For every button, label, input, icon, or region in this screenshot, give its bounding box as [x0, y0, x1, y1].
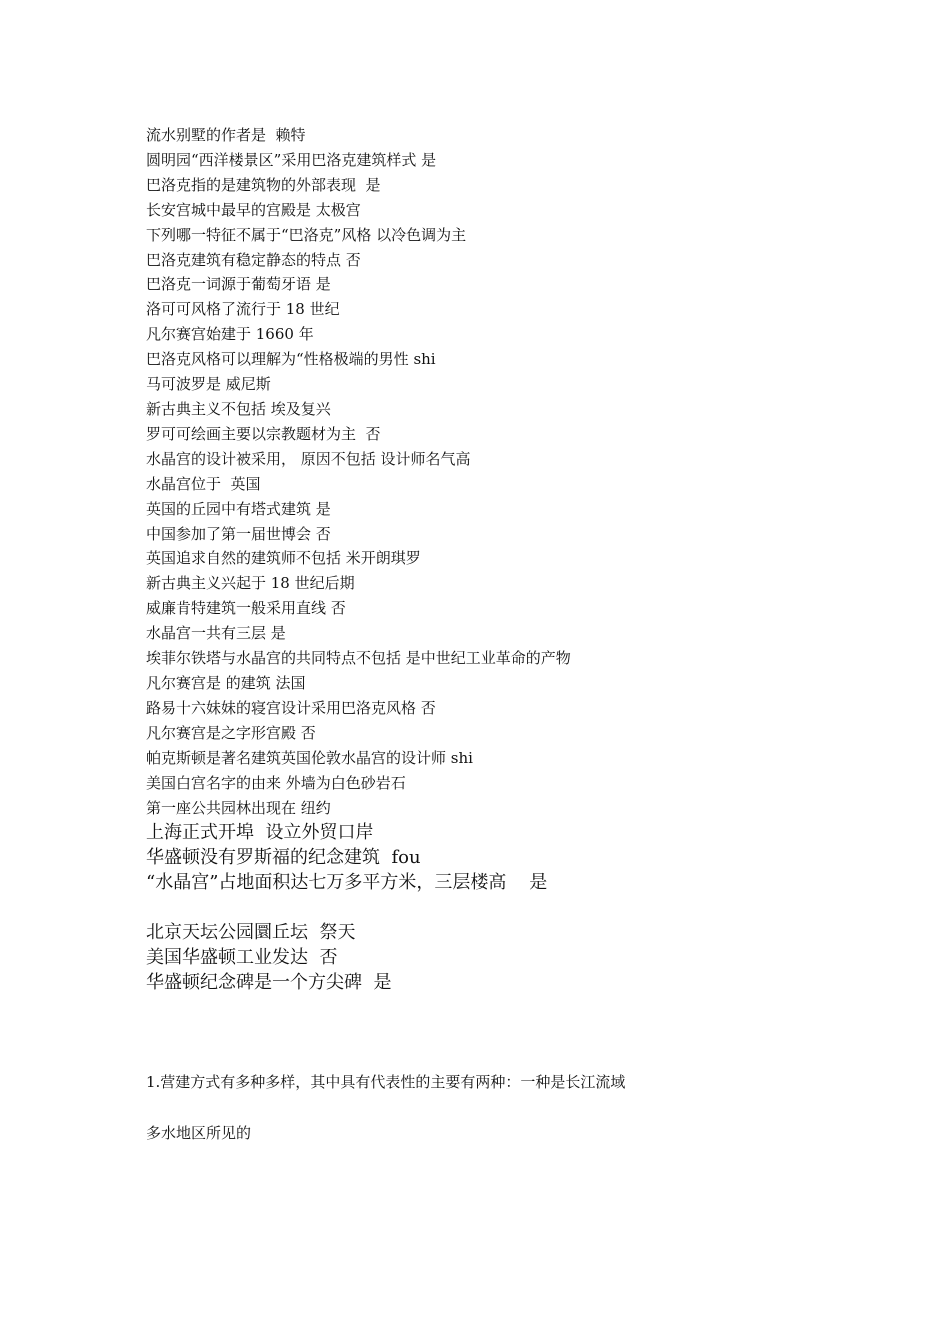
qa-line-large: 华盛顿纪念碑是一个方尖碑 是	[146, 972, 392, 993]
qa-line-large: “水晶宫”占地面积达七万多平方米，三层楼高 是	[146, 872, 548, 893]
qa-line: 巴洛克风格可以理解为“性格极端的男性 shi	[146, 350, 436, 368]
qa-line: 埃菲尔铁塔与水晶宫的共同特点不包括 是中世纪工业革命的产物	[146, 649, 571, 667]
qa-line: 长安宫城中最早的宫殿是 太极宫	[146, 201, 361, 219]
qa-line: 罗可可绘画主要以宗教题材为主 否	[146, 425, 381, 443]
qa-line: 凡尔赛宫始建于 1660 年	[146, 325, 314, 343]
qa-line: 下列哪一特征不属于“巴洛克”风格 以冷色调为主	[146, 226, 467, 244]
qa-line: 马可波罗是 威尼斯	[146, 375, 271, 393]
qa-line: 新古典主义不包括 埃及复兴	[146, 400, 331, 418]
qa-line: 巴洛克一词源于葡萄牙语 是	[146, 275, 331, 293]
qa-line: 中国参加了第一届世博会 否	[146, 525, 331, 543]
qa-line: 巴洛克指的是建筑物的外部表现 是	[146, 176, 381, 194]
qa-line: 水晶宫的设计被采用， 原因不包括 设计师名气高	[146, 450, 471, 468]
qa-line: 帕克斯顿是著名建筑英国伦敦水晶宫的设计师 shi	[146, 749, 473, 767]
qa-line-large: 北京天坛公园圜丘坛 祭天	[146, 922, 356, 943]
qa-line: 流水别墅的作者是 赖特	[146, 126, 306, 144]
qa-line: 凡尔赛宫是 的建筑 法国	[146, 674, 306, 692]
qa-line: 水晶宫位于 英国	[146, 475, 261, 493]
qa-line: 圆明园“西洋楼景区”采用巴洛克建筑样式 是	[146, 151, 437, 169]
qa-line: 新古典主义兴起于 18 世纪后期	[146, 574, 355, 592]
qa-line: 水晶宫一共有三层 是	[146, 624, 286, 642]
qa-line-large: 上海正式开埠 设立外贸口岸	[146, 822, 374, 843]
qa-line: 洛可可风格了流行于 18 世纪	[146, 300, 340, 318]
qa-line: 凡尔赛宫是之字形宫殿 否	[146, 724, 316, 742]
qa-line: 英国的丘园中有塔式建筑 是	[146, 500, 331, 518]
qa-line: 英国追求自然的建筑师不包括 米开朗琪罗	[146, 549, 421, 567]
qa-line: 美国白宫名字的由来 外墙为白色砂岩石	[146, 774, 406, 792]
qa-line: 第一座公共园林出现在 纽约	[146, 799, 331, 817]
qa-line-large: 美国华盛顿工业发达 否	[146, 947, 338, 968]
qa-line: 路易十六妹妹的寝宫设计采用巴洛克风格 否	[146, 699, 436, 717]
qa-line: 威廉肯特建筑一般采用直线 否	[146, 599, 346, 617]
qa-line: 巴洛克建筑有稳定静态的特点 否	[146, 251, 361, 269]
qa-line-large: 华盛顿没有罗斯福的纪念建筑 fou	[146, 847, 421, 868]
paragraph-line: 1.营建方式有多种多样，其中具有代表性的主要有两种：一种是长江流域	[146, 1073, 626, 1091]
paragraph-line: 多水地区所见的	[146, 1124, 252, 1142]
